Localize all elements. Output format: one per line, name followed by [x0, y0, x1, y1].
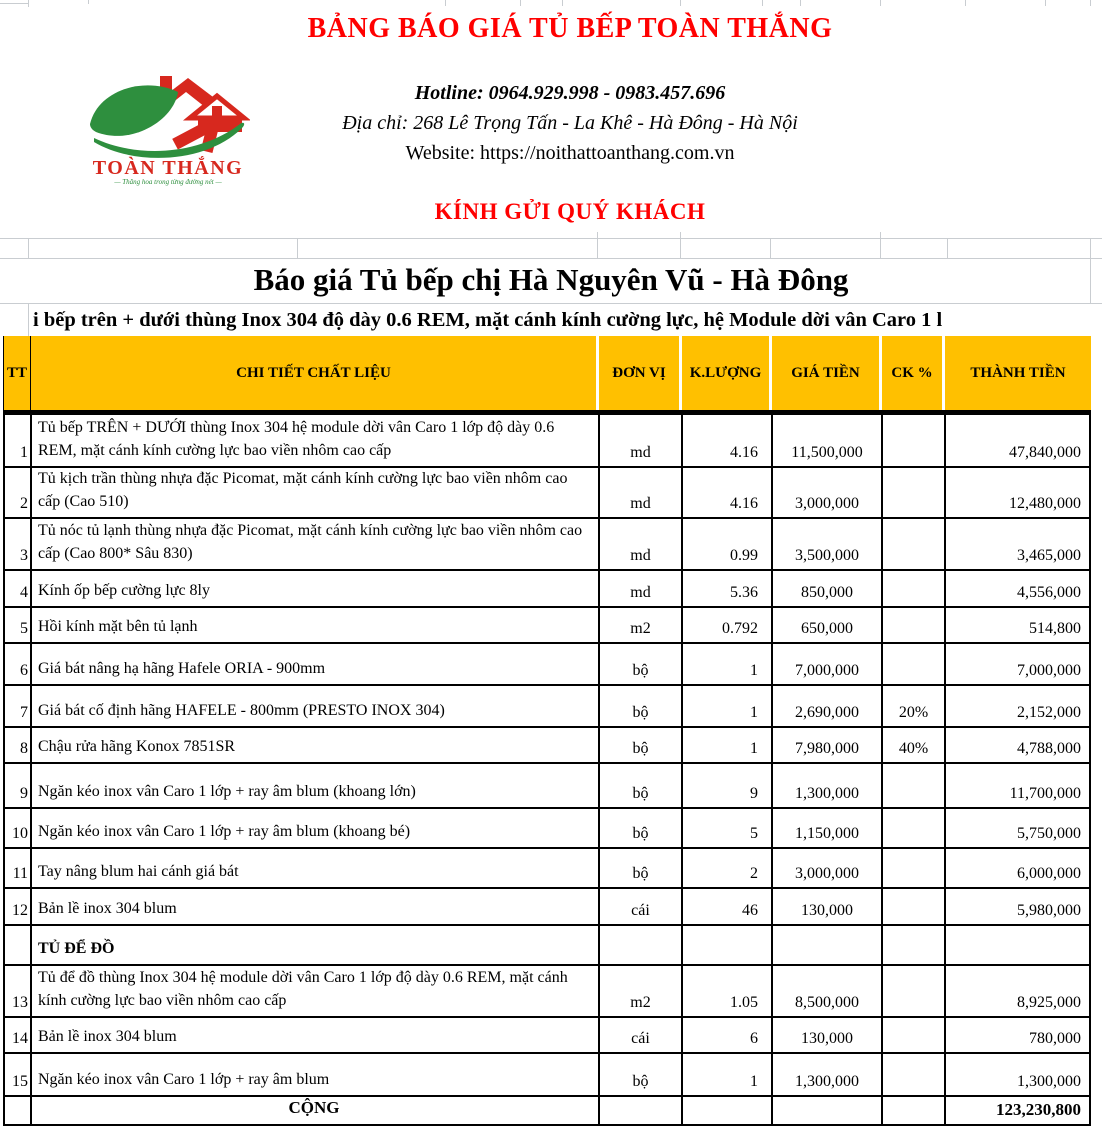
table-row: [5, 644, 1091, 686]
cell-description: Bản lề inox 304 blum: [32, 1018, 600, 1052]
gridline: [1045, 0, 1046, 6]
cell-total: 2,152,000: [946, 686, 1091, 726]
gridline: [965, 0, 966, 6]
cell-discount: [883, 926, 946, 964]
cell-discount: [883, 849, 946, 887]
table-row: [5, 889, 1091, 926]
cell-price: [773, 926, 883, 964]
cell-total: 5,750,000: [946, 809, 1091, 847]
gridline: [28, 0, 29, 7]
cell-quantity: 2: [683, 849, 773, 887]
cell-discount: [883, 519, 946, 569]
cell-unit: bộ: [600, 809, 683, 847]
cell-discount: [883, 889, 946, 924]
cell-discount: 40%: [883, 728, 946, 762]
cell-tt: 11: [5, 849, 32, 887]
cell-description: Kính ốp bếp cường lực 8ly: [32, 571, 600, 606]
gridline: [880, 232, 881, 258]
cell-total: 4,788,000: [946, 728, 1091, 762]
cell-total: 7,000,000: [946, 644, 1091, 684]
cell-description: Tay nâng blum hai cánh giá bát: [32, 849, 600, 887]
cell-description: Tủ kịch trần thùng nhựa đặc Picomat, mặt cánh kính cường lực bao viền nhôm cao cấp (Cao 510): [32, 468, 600, 517]
cell-description: Chậu rửa hãng Konox 7851SR: [32, 728, 600, 762]
cell-total: 4,556,000: [946, 571, 1091, 606]
cell-quantity: 4.16: [683, 468, 773, 517]
cell-tt: 5: [5, 608, 32, 642]
cell-unit: bộ: [600, 686, 683, 726]
col-header-total: THÀNH TIỀN: [945, 336, 1091, 410]
cell-discount: [883, 1097, 946, 1124]
cell-price: 650,000: [773, 608, 883, 642]
table-row: [5, 1018, 1091, 1054]
cell-quantity: 9: [683, 764, 773, 807]
cell-tt: 2: [5, 468, 32, 517]
cell-total: 12,480,000: [946, 468, 1091, 517]
cell-description: TỦ ĐỂ ĐỒ: [32, 926, 600, 964]
cell-price: 130,000: [773, 1018, 883, 1052]
cell-quantity: 6: [683, 1018, 773, 1052]
gridline: [520, 0, 521, 6]
logo-tagline: — Thăng hoa trong từng đường nét —: [114, 178, 222, 186]
gridline: [947, 238, 948, 258]
cell-unit: md: [600, 571, 683, 606]
gridline: [562, 0, 563, 6]
cell-unit: [600, 926, 683, 964]
cell-discount: [883, 764, 946, 807]
table-row: [5, 415, 1091, 468]
table-row: [5, 686, 1091, 728]
table-row: [5, 764, 1091, 809]
summary-row: [5, 1097, 1091, 1126]
table-row: [5, 966, 1091, 1018]
cell-unit: bộ: [600, 849, 683, 887]
cell-total: [946, 926, 1091, 964]
cell-tt: 8: [5, 728, 32, 762]
col-header-discount: CK %: [882, 336, 945, 410]
cell-discount: [883, 644, 946, 684]
gridline: [762, 0, 763, 6]
company-banner-title: BẢNG BÁO GIÁ TỦ BẾP TOÀN THẮNG: [307, 13, 833, 44]
cell-quantity: 1: [683, 644, 773, 684]
cell-total: 47,840,000: [946, 415, 1091, 466]
cell-total: 514,800: [946, 608, 1091, 642]
cell-total: 11,700,000: [946, 764, 1091, 807]
cell-quantity: 5: [683, 809, 773, 847]
cell-tt: 6: [5, 644, 32, 684]
gridline: [445, 0, 446, 6]
cell-description: CỘNG: [32, 1097, 600, 1124]
cell-total: 8,925,000: [946, 966, 1091, 1016]
cell-unit: md: [600, 519, 683, 569]
cell-quantity: 1: [683, 1054, 773, 1095]
cell-description: Ngăn kéo inox vân Caro 1 lớp + ray âm blum (khoang lớn): [32, 764, 600, 807]
cell-unit: cái: [600, 889, 683, 924]
cell-description: Tủ nóc tủ lạnh thùng nhựa đặc Picomat, mặt cánh kính cường lực bao viền nhôm cao cấp (Cao 800* Sâu 830): [32, 519, 600, 569]
cell-price: 3,500,000: [773, 519, 883, 569]
gridline: [88, 0, 89, 4]
gridline: [597, 232, 598, 258]
gridline: [1090, 238, 1091, 258]
cell-tt: [5, 926, 32, 964]
gridline: [800, 0, 801, 6]
col-header-material: CHI TIẾT CHẤT LIỆU: [31, 336, 599, 410]
cell-discount: [883, 809, 946, 847]
cell-discount: [883, 966, 946, 1016]
cell-quantity: 5.36: [683, 571, 773, 606]
cell-price: 3,000,000: [773, 849, 883, 887]
cell-unit: md: [600, 415, 683, 466]
cell-quantity: [683, 926, 773, 964]
table-header-row: [3, 336, 1091, 415]
table-row: [5, 728, 1091, 764]
gridline: [0, 238, 1102, 239]
cell-unit: m2: [600, 966, 683, 1016]
cell-description: Giá bát cố định hãng HAFELE - 800mm (PRESTO INOX 304): [32, 686, 600, 726]
table-body: [3, 415, 1091, 1126]
cell-quantity: 1: [683, 686, 773, 726]
cell-description: Tủ để đồ thùng Inox 304 hệ module dời vân Caro 1 lớp độ dày 0.6 REM, mặt cánh kính cường lực bao viền nhôm cao cấp: [32, 966, 600, 1016]
cell-unit: m2: [600, 608, 683, 642]
gridline: [680, 0, 681, 6]
cell-quantity: 0.792: [683, 608, 773, 642]
cell-price: 850,000: [773, 571, 883, 606]
cell-discount: [883, 415, 946, 466]
cell-quantity: 4.16: [683, 415, 773, 466]
cell-tt: 14: [5, 1018, 32, 1052]
cell-total: 1,300,000: [946, 1054, 1091, 1095]
cell-discount: 20%: [883, 686, 946, 726]
cell-description: Hồi kính mặt bên tủ lạnh: [32, 608, 600, 642]
cell-price: [773, 1097, 883, 1124]
table-row: [5, 809, 1091, 849]
cell-total: 3,465,000: [946, 519, 1091, 569]
cell-description: Ngăn kéo inox vân Caro 1 lớp + ray âm blum: [32, 1054, 600, 1095]
cell-description: Bản lề inox 304 blum: [32, 889, 600, 924]
cell-tt: 4: [5, 571, 32, 606]
cell-total: 5,980,000: [946, 889, 1091, 924]
cell-quantity: 0.99: [683, 519, 773, 569]
cell-price: 1,300,000: [773, 1054, 883, 1095]
cell-price: 7,980,000: [773, 728, 883, 762]
col-header-unit: ĐƠN VỊ: [599, 336, 682, 410]
table-row: [5, 468, 1091, 519]
cell-description: Tủ bếp TRÊN + DƯỚI thùng Inox 304 hệ module dời vân Caro 1 lớp độ dày 0.6 REM, mặt cánh kính cường lực bao viền nhôm cao cấp: [32, 415, 600, 466]
col-header-price: GIÁ TIỀN: [772, 336, 882, 410]
cell-unit: bộ: [600, 1054, 683, 1095]
cell-total: 6,000,000: [946, 849, 1091, 887]
table-row: [5, 571, 1091, 608]
cell-discount: [883, 1018, 946, 1052]
gridline: [880, 0, 881, 6]
gridline: [770, 238, 771, 258]
table-row: [5, 1054, 1091, 1097]
gridline: [297, 238, 298, 258]
cell-unit: bộ: [600, 728, 683, 762]
table-row: [5, 519, 1091, 571]
cell-tt: 12: [5, 889, 32, 924]
cell-tt: 1: [5, 415, 32, 466]
logo-wordmark: TOÀN THẮNG: [92, 157, 244, 179]
cell-description: Ngăn kéo inox vân Caro 1 lớp + ray âm blum (khoang bé): [32, 809, 600, 847]
cell-unit: cái: [600, 1018, 683, 1052]
cell-tt: 7: [5, 686, 32, 726]
cell-discount: [883, 571, 946, 606]
hotline-line: Hotline: 0964.929.998 - 0983.457.696: [414, 82, 726, 104]
gridline: [28, 238, 29, 258]
col-header-quantity: K.LƯỢNG: [682, 336, 772, 410]
gridline: [0, 3, 28, 4]
price-table: [3, 336, 1091, 1126]
cell-unit: [600, 1097, 683, 1124]
cell-quantity: [683, 1097, 773, 1124]
cell-discount: [883, 608, 946, 642]
cell-discount: [883, 1054, 946, 1095]
col-header-tt: TT: [3, 336, 31, 410]
cell-quantity: 1.05: [683, 966, 773, 1016]
cell-unit: bộ: [600, 764, 683, 807]
cell-description: Giá bát nâng hạ hãng Hafele ORIA - 900mm: [32, 644, 600, 684]
cell-price: 11,500,000: [773, 415, 883, 466]
cell-quantity: 1: [683, 728, 773, 762]
website-link[interactable]: Website: https://noithattoanthang.com.vn: [405, 142, 735, 164]
cell-tt: 9: [5, 764, 32, 807]
quote-subtitle: i bếp trên + dưới thùng Inox 304 độ dày 0.6 REM, mặt cánh kính cường lực, hệ Module dời vân Caro 1 l: [33, 309, 943, 331]
cell-price: 7,000,000: [773, 644, 883, 684]
quote-title: Báo giá Tủ bếp chị Hà Nguyên Vũ - Hà Đông: [253, 262, 849, 297]
cell-total: 123,230,800: [946, 1097, 1091, 1124]
table-row: [5, 608, 1091, 644]
cell-price: 3,000,000: [773, 468, 883, 517]
cell-price: 2,690,000: [773, 686, 883, 726]
cell-quantity: 46: [683, 889, 773, 924]
table-row: [5, 849, 1091, 889]
gridline: [680, 232, 681, 258]
cell-total: 780,000: [946, 1018, 1091, 1052]
greeting-title: KÍNH GỬI QUÝ KHÁCH: [434, 199, 706, 224]
section-row: [5, 926, 1091, 966]
contact-block: [40, 78, 1100, 168]
cell-price: 1,150,000: [773, 809, 883, 847]
cell-price: 130,000: [773, 889, 883, 924]
cell-discount: [883, 468, 946, 517]
cell-unit: md: [600, 468, 683, 517]
cell-price: 8,500,000: [773, 966, 883, 1016]
cell-price: 1,300,000: [773, 764, 883, 807]
address-line: Địa chỉ: 268 Lê Trọng Tấn - La Khê - Hà Đông - Hà Nội: [342, 112, 798, 134]
cell-tt: 3: [5, 519, 32, 569]
gridline: [1090, 0, 1091, 6]
cell-tt: 10: [5, 809, 32, 847]
cell-unit: bộ: [600, 644, 683, 684]
cell-tt: 15: [5, 1054, 32, 1095]
cell-tt: [5, 1097, 32, 1124]
cell-tt: 13: [5, 966, 32, 1016]
